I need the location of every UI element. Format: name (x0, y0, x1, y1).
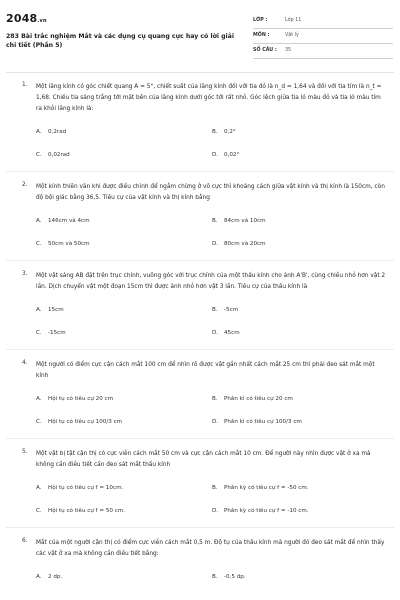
answer-option[interactable] (36, 396, 212, 405)
option-text: 15cm (48, 307, 64, 313)
answer-option[interactable] (36, 508, 212, 517)
answer-option[interactable] (36, 485, 212, 494)
question-divider (6, 527, 394, 528)
question-item (0, 182, 400, 250)
option-text: -15cm (48, 330, 66, 336)
option-label: D. (212, 330, 219, 336)
option-text: Hội tụ có tiêu cự f = 50 cm. (48, 508, 126, 514)
answer-option[interactable] (36, 419, 212, 428)
info-value: 35 (285, 48, 292, 53)
option-text: -0,5 dp. (224, 574, 246, 580)
option-label: C. (36, 330, 42, 336)
info-row-subject (253, 31, 393, 44)
question-number: 2. (22, 182, 28, 188)
option-text: Phân kì có tiêu cự 20 cm (224, 396, 293, 402)
option-label: C. (36, 241, 42, 247)
option-label: A. (36, 485, 42, 491)
option-label: C. (36, 508, 42, 514)
question-number: 5. (22, 449, 28, 455)
question-text: Một vật bị tật cận thị có cực viễn cách mắt 50 cm và cực cận cách mắt 10 cm. Để người này nhìn được vật ở xa mà không cần điều tiết cần đeo sát mắt thấu kính (36, 451, 371, 468)
option-label: B. (212, 396, 218, 402)
question-text: Một người có điểm cực cận cách mắt 100 cm để nhìn rõ được vật gần nhất cách mắt 25 cm thì phải đeo sát mắt một kính (36, 362, 375, 379)
option-text: 2 dp. (48, 574, 63, 580)
question-item (0, 360, 400, 428)
answer-option[interactable] (212, 508, 388, 517)
info-value: Vật lý (285, 33, 299, 38)
option-text: 45cm (224, 330, 240, 336)
question-divider (6, 349, 394, 350)
option-text: 50cm và 50cm (48, 241, 90, 247)
answer-options (36, 574, 388, 583)
option-text: Hội tụ có tiêu cự 100/3 cm (48, 419, 123, 425)
option-label: C. (36, 419, 42, 425)
question-item (0, 538, 400, 583)
option-text: 0,2° (224, 129, 236, 135)
option-label: B. (212, 218, 218, 224)
answer-option[interactable] (212, 574, 388, 583)
option-label: B. (212, 129, 218, 135)
question-divider (6, 260, 394, 261)
question-divider (6, 438, 394, 439)
option-label: B. (212, 574, 218, 580)
answer-option[interactable] (36, 241, 212, 250)
option-label: D. (212, 241, 219, 247)
option-label: B. (212, 307, 218, 313)
answer-option[interactable] (212, 218, 388, 227)
option-text: -5cm (224, 307, 239, 313)
answer-option[interactable] (212, 330, 388, 339)
option-label: C. (36, 152, 42, 158)
question-item (0, 449, 400, 517)
question-text: Một kính thiên văn khi được điều chỉnh để ngắm chừng ở vô cực thì khoảng cách giữa vật kính và thị kính là 150cm, còn độ bội giác bằng 36,5. Tiêu cự của vật kính và thị kính bằng (36, 184, 385, 201)
option-text: Phân kỳ có tiêu cự f = -10 cm. (224, 508, 309, 514)
answer-option[interactable] (212, 485, 388, 494)
info-row-grade (253, 16, 393, 29)
answer-option[interactable] (212, 129, 388, 138)
option-text: Phân kỳ có tiêu cự f = -50 cm. (224, 485, 309, 491)
option-label: D. (212, 152, 219, 158)
answer-options (36, 129, 388, 161)
option-label: A. (36, 218, 42, 224)
document-title: 283 Bài trắc nghiệm Mắt và các dụng cụ quang cực hay có lời giải chi tiết (Phần 5) (6, 33, 234, 49)
option-label: D. (212, 419, 219, 425)
question-list (0, 82, 400, 583)
answer-option[interactable] (36, 218, 212, 227)
option-label: A. (36, 129, 42, 135)
option-text: Hội tụ có tiêu cự f = 10cm. (48, 485, 124, 491)
question-number: 6. (22, 538, 28, 544)
info-key: SỐ CÂU : (253, 48, 277, 53)
question-number: 1. (22, 82, 28, 88)
question-text: Mắt của một người cận thị có điểm cực viễn cách mắt 0,5 m. Độ tụ của thấu kính mà người đó đeo sát mắt để nhìn thấy các vật ở xa mà không cần điều tiết bằng: (36, 540, 385, 557)
answer-option[interactable] (36, 129, 212, 138)
option-text: 84cm và 10cm (224, 218, 266, 224)
question-text: Một lăng kính có góc chiết quang A = 5°, chiết suất của lăng kính đối với tia đỏ là n_d = 1,64 và đối với tia tím là n_t = 1,68. Chiếu tia sáng trắng tới mặt bên của lăng kính dưới góc tới rất nhỏ. Góc lệch giữa tia ló màu đỏ và tia ló màu tím ra khỏi lăng kính là: (36, 84, 382, 112)
answer-option[interactable] (36, 152, 212, 161)
answer-options (36, 485, 388, 517)
question-number: 3. (22, 271, 28, 277)
header-divider (6, 72, 394, 73)
answer-option[interactable] (212, 419, 388, 428)
answer-option[interactable] (36, 307, 212, 316)
answer-option[interactable] (36, 330, 212, 339)
answer-option[interactable] (212, 152, 388, 161)
option-label: A. (36, 574, 42, 580)
answer-option[interactable] (212, 241, 388, 250)
site-logo[interactable]: 2048.vn (6, 12, 47, 25)
info-value: Lớp 11 (285, 18, 302, 23)
answer-option[interactable] (36, 574, 212, 583)
option-label: D. (212, 508, 219, 514)
document-header (0, 0, 400, 72)
info-key: LỚP : (253, 18, 268, 23)
option-label: A. (36, 396, 42, 402)
option-text: 0,02rad (48, 152, 70, 158)
option-label: A. (36, 307, 42, 313)
option-text: 80cm và 20cm (224, 241, 266, 247)
answer-options (36, 396, 388, 428)
option-text: 0,2rad (48, 129, 67, 135)
info-key: MÔN : (253, 33, 270, 38)
option-text: 0,02° (224, 152, 240, 158)
option-text: Hội tụ có tiêu cự 20 cm (48, 396, 114, 402)
option-text: 146cm và 4cm (48, 218, 90, 224)
option-label: B. (212, 485, 218, 491)
question-item (0, 82, 400, 161)
question-text: Một vật sáng AB đặt trên trục chính, vuông góc với trục chính của một thấu kính cho ảnh A'B', cùng chiều nhỏ hơn vật 2 lần. Dịch chuyển vật một đoạn 15cm thì được ảnh nhỏ hơn vật 3 lần. Tiêu cự của thấu kính là (36, 273, 386, 290)
answer-options (36, 307, 388, 339)
info-panel (253, 16, 393, 61)
info-row-count (253, 46, 393, 59)
question-number: 4. (22, 360, 28, 366)
option-text: Phân kì có tiêu cự 100/3 cm (224, 419, 302, 425)
question-divider (6, 171, 394, 172)
answer-option[interactable] (212, 396, 388, 405)
answer-options (36, 218, 388, 250)
answer-option[interactable] (212, 307, 388, 316)
question-item (0, 271, 400, 339)
